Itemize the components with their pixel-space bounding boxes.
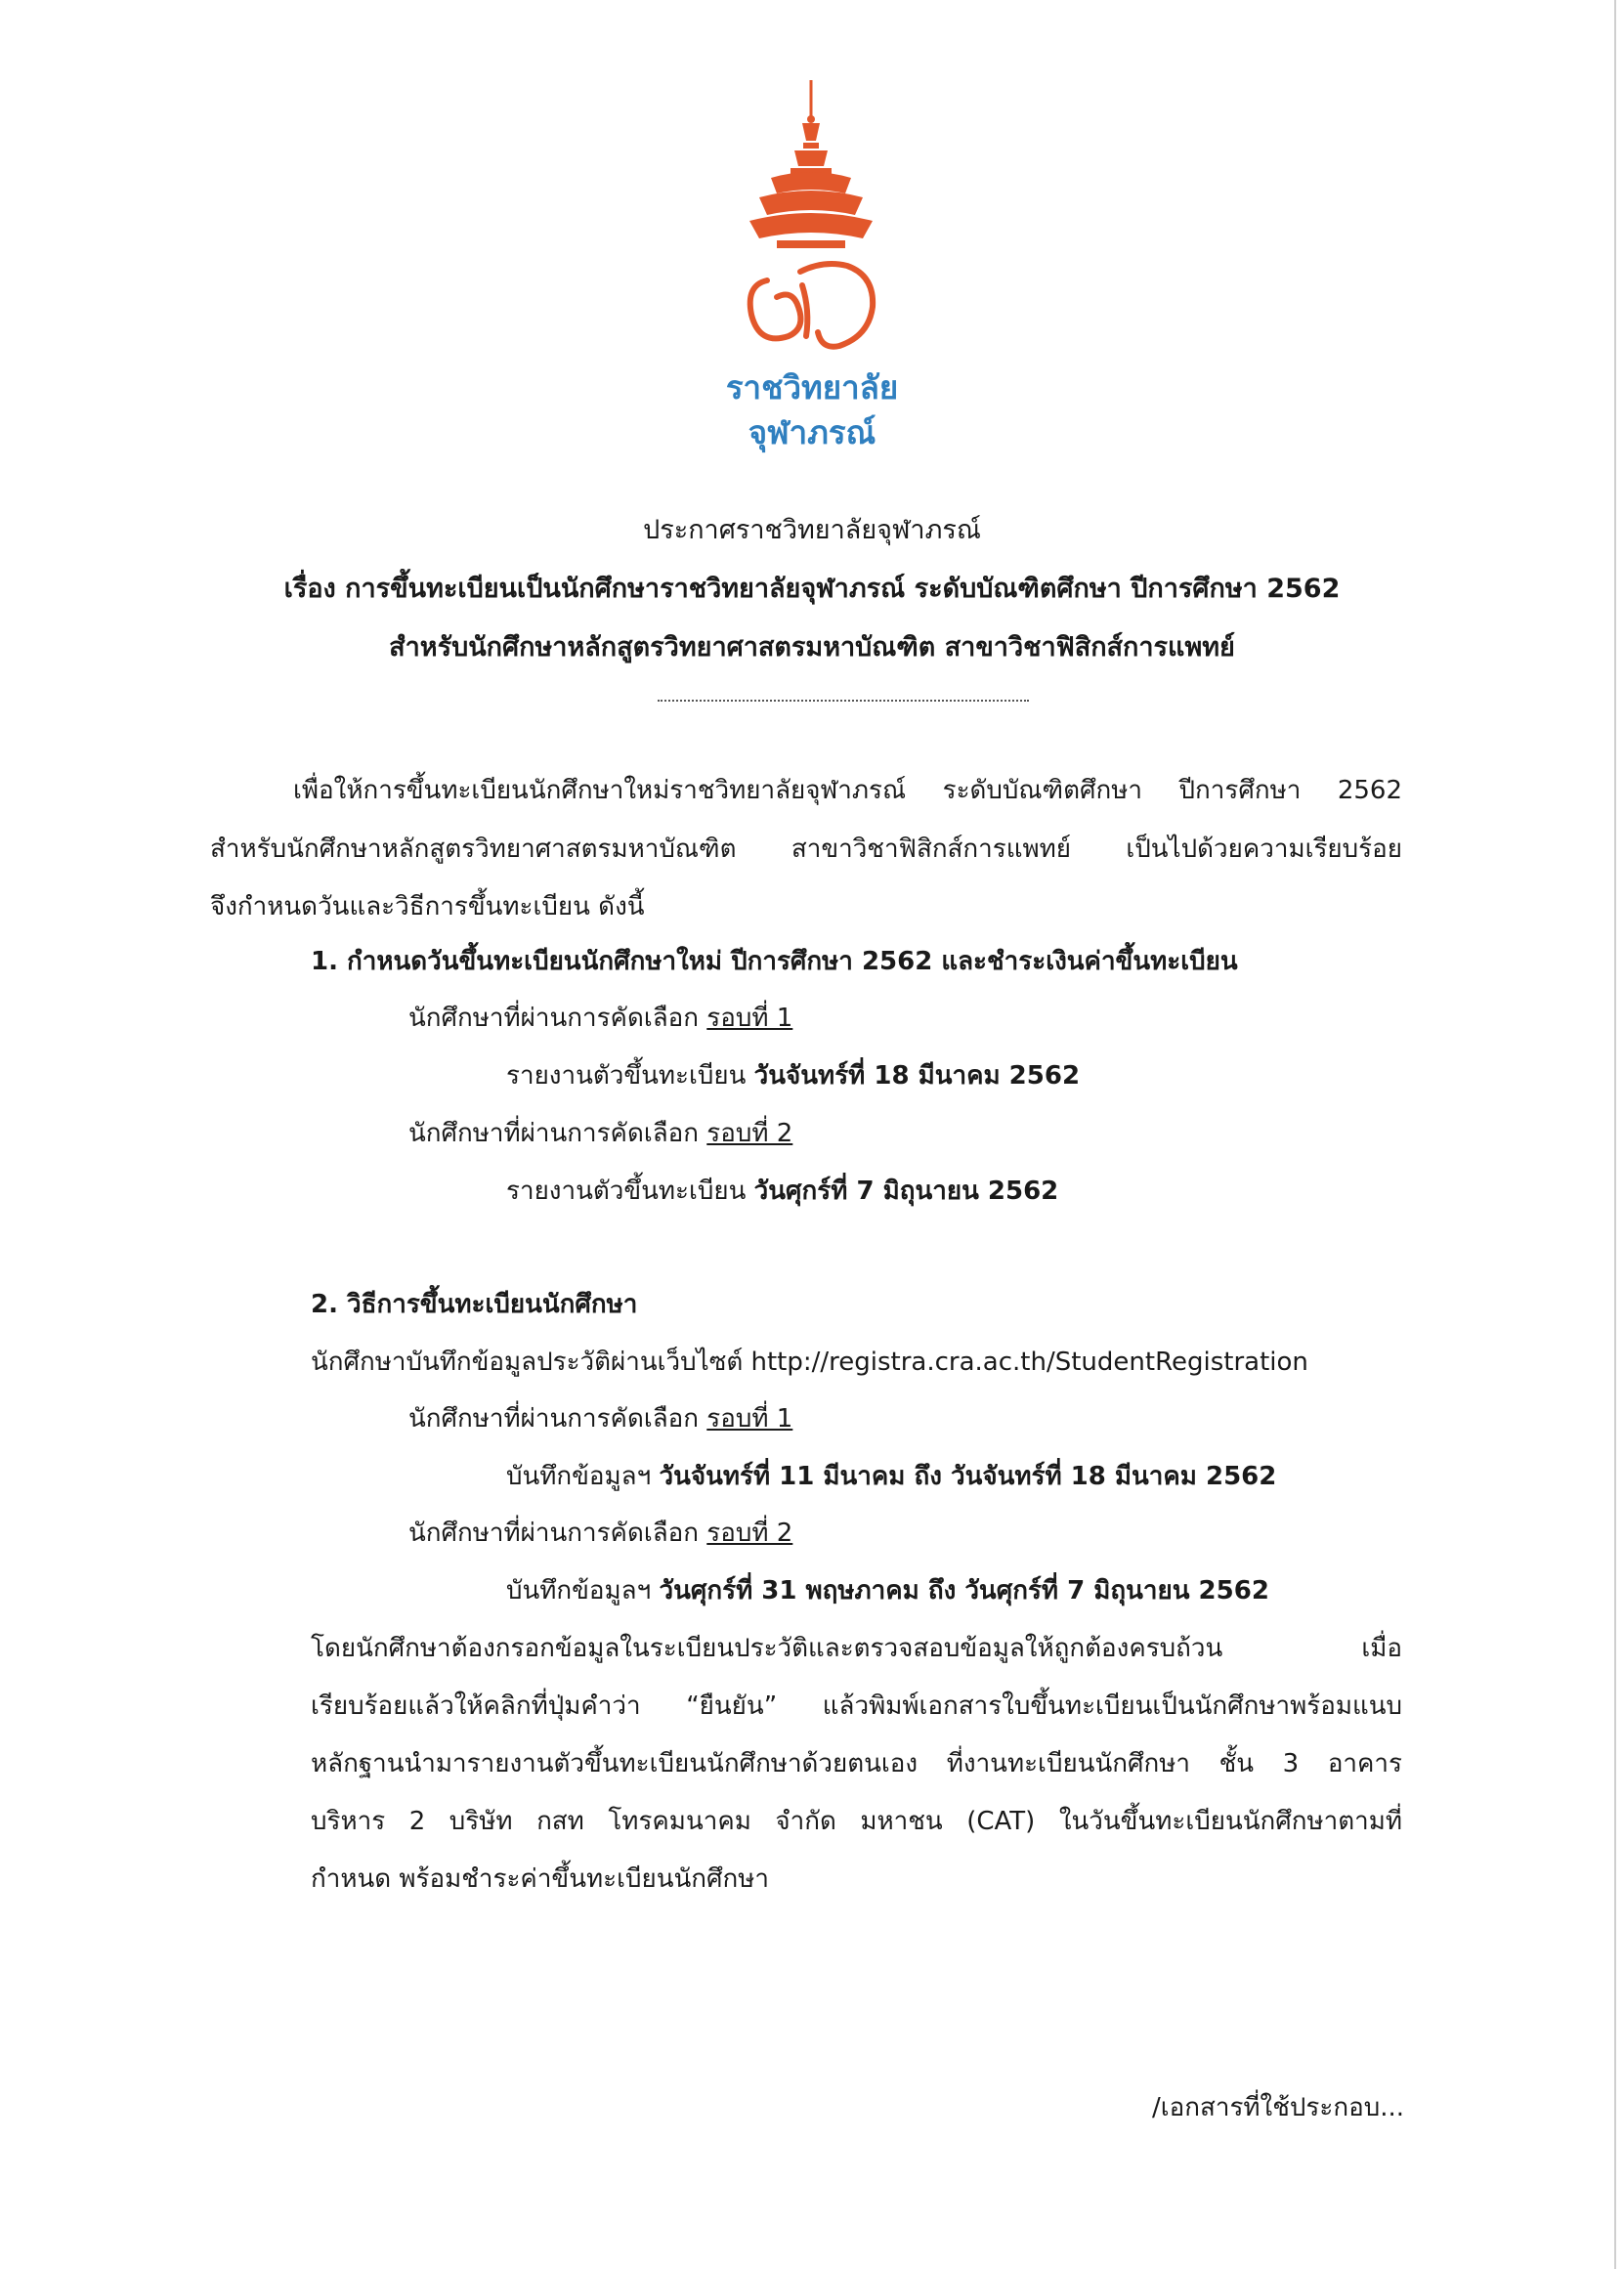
section1-round2-report-date: วันศุกร์ที่ 7 มิถุนายน 2562 xyxy=(753,1177,1059,1206)
logo-text-line2: จุฬาภรณ์ xyxy=(748,413,876,451)
section2-round2 xyxy=(408,1520,792,1548)
section2-round2-label: รอบที่ 2 xyxy=(706,1519,793,1548)
section2-round2-record-prefix: บันทึกข้อมูลฯ xyxy=(506,1576,652,1605)
scan-edge xyxy=(1614,0,1616,2269)
section2-para-line-5: กำหนด พร้อมชำระค่าขึ้นทะเบียนนักศึกษา xyxy=(311,1864,769,1894)
announcement-program: สำหรับนักศึกษาหลักสูตรวิทยาศาสตรมหาบัณฑิต สาขาวิชาฟิสิกส์การแพทย์ xyxy=(389,632,1235,663)
section1-title: 1. กำหนดวันขึ้นทะเบียนนักศึกษาใหม่ ปีการศึกษา 2562 และชำระเงินค่าขึ้นทะเบียน xyxy=(311,947,1238,976)
section2-round1-record-dates: วันจันทร์ที่ 11 มีนาคม ถึง วันจันทร์ที่ 18 มีนาคม 2562 xyxy=(659,1462,1277,1491)
intro-line-3: จึงกำหนดวันและวิธีการขึ้นทะเบียน ดังนี้ xyxy=(210,892,645,921)
continuation-note: /เอกสารที่ใช้ประกอบ... xyxy=(1151,2093,1404,2122)
section2-round1 xyxy=(408,1405,792,1434)
college-emblem-logo xyxy=(738,80,884,364)
section2-para-line-1: โดยนักศึกษาต้องกรอกข้อมูลในระเบียนประวัติและตรวจสอบข้อมูลให้ถูกต้องครบถ้วน เมื่อ xyxy=(311,1634,1402,1663)
section2-round2-prefix: นักศึกษาที่ผ่านการคัดเลือก xyxy=(408,1519,700,1548)
section2-para-line-2: เรียบร้อยแล้วให้คลิกที่ปุ่มคำว่า “ยืนยัน” แล้วพิมพ์เอกสารใบขึ้นทะเบียนเป็นนักศึกษาพร้อมแนบ xyxy=(311,1691,1402,1721)
announcement-title: ประกาศราชวิทยาลัยจุฬาภรณ์ xyxy=(643,515,981,545)
section1-round2 xyxy=(408,1120,792,1148)
logo-text-line1: ราชวิทยาลัย xyxy=(725,368,899,407)
section1-round1-report xyxy=(506,1062,1080,1091)
intro-line-1: เพื่อให้การขึ้นทะเบียนนักศึกษาใหม่ราชวิทยาลัยจุฬาภรณ์ ระดับบัณฑิตศึกษา ปีการศึกษา 2562 xyxy=(293,776,1402,805)
section2-para-line-3: หลักฐานนำมารายงานตัวขึ้นทะเบียนนักศึกษาด้วยตนเอง ที่งานทะเบียนนักศึกษา ชั้น 3 อาคาร xyxy=(311,1749,1402,1778)
section1-round2-prefix: นักศึกษาที่ผ่านการคัดเลือก xyxy=(408,1119,700,1148)
section2-round2-record-dates: วันศุกร์ที่ 31 พฤษภาคม ถึง วันศุกร์ที่ 7 มิถุนายน 2562 xyxy=(659,1576,1269,1605)
section1-round2-report xyxy=(506,1177,1058,1206)
section1-round1-report-date: วันจันทร์ที่ 18 มีนาคม 2562 xyxy=(753,1061,1081,1091)
section1-round2-report-prefix: รายงานตัวขึ้นทะเบียน xyxy=(506,1177,747,1206)
section1-round1-label: รอบที่ 1 xyxy=(706,1004,793,1033)
intro-line-2: สำหรับนักศึกษาหลักสูตรวิทยาศาสตรมหาบัณฑิต สาขาวิชาฟิสิกส์การแพทย์ เป็นไปด้วยความเรียบร้อย xyxy=(210,835,1402,864)
section2-round1-label: รอบที่ 1 xyxy=(706,1404,793,1434)
section1-round1 xyxy=(408,1005,792,1033)
section1-round1-report-prefix: รายงานตัวขึ้นทะเบียน xyxy=(506,1061,747,1091)
section2-round1-record xyxy=(506,1463,1276,1491)
section2-para-line-4: บริหาร 2 บริษัท กสท โทรคมนาคม จำกัด มหาชน (CAT) ในวันขึ้นทะเบียนนักศึกษาตามที่ xyxy=(311,1807,1402,1836)
section2-website-line: นักศึกษาบันทึกข้อมูลประวัติผ่านเว็บไซต์ http://registra.cra.ac.th/StudentRegistration xyxy=(311,1348,1308,1377)
section2-title: 2. วิธีการขึ้นทะเบียนนักศึกษา xyxy=(311,1290,638,1319)
section2-round1-record-prefix: บันทึกข้อมูลฯ xyxy=(506,1462,652,1491)
section1-round1-prefix: นักศึกษาที่ผ่านการคัดเลือก xyxy=(408,1004,700,1033)
section2-round2-record xyxy=(506,1577,1269,1605)
announcement-subject: เรื่อง การขึ้นทะเบียนเป็นนักศึกษาราชวิทยาลัยจุฬาภรณ์ ระดับบัณฑิตศึกษา ปีการศึกษา 2562 xyxy=(283,574,1341,604)
section2-round1-prefix: นักศึกษาที่ผ่านการคัดเลือก xyxy=(408,1404,700,1434)
section1-round2-label: รอบที่ 2 xyxy=(706,1119,793,1148)
dotted-divider xyxy=(658,700,1029,702)
